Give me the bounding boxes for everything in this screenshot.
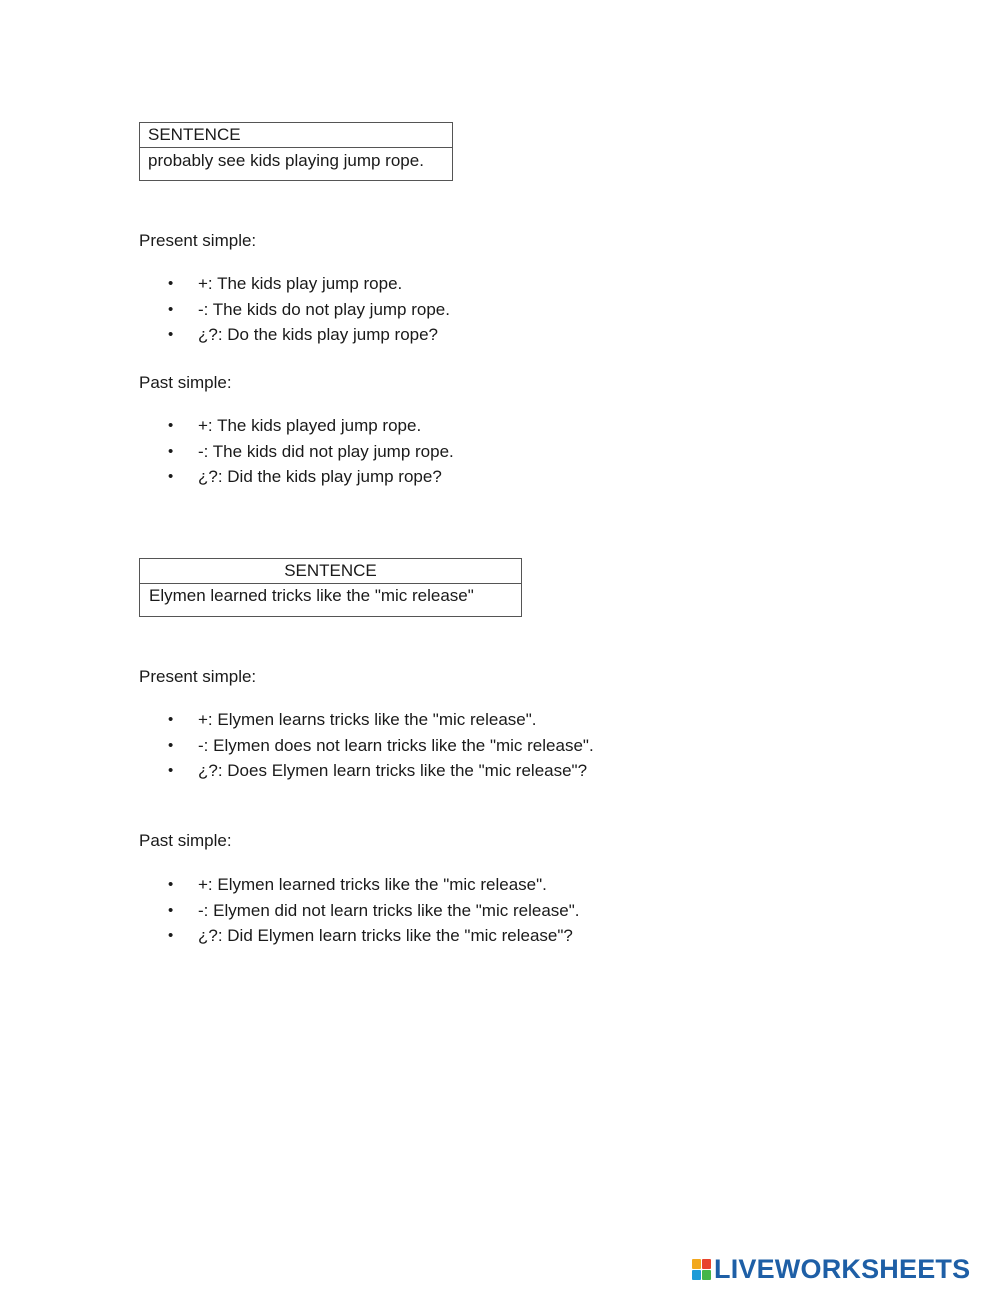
present-simple-list <box>139 271 450 348</box>
table-header: SENTENCE <box>148 125 241 144</box>
logo-wordmark: LIVEWORKSHEETS <box>714 1253 971 1284</box>
table-sentence: Elymen learned tricks like the "mic release" <box>140 583 521 608</box>
sentence-table-1 <box>139 122 453 181</box>
present-simple-heading: Present simple: <box>139 231 257 250</box>
list-item: • -: The kids do not play jump rope. <box>139 297 450 323</box>
list-item: • ¿?: Does Elymen learn tricks like the "mic release"? <box>139 758 594 784</box>
logo-mark-icon <box>692 1259 711 1280</box>
logo-square <box>692 1259 701 1269</box>
past-simple-list <box>139 413 454 490</box>
list-item: • +: Elymen learned tricks like the "mic release". <box>139 872 580 898</box>
logo-square <box>692 1270 701 1280</box>
list-item: • +: Elymen learns tricks like the "mic release". <box>139 707 594 733</box>
liveworksheets-logo <box>692 1254 970 1284</box>
past-simple-list <box>139 872 580 949</box>
list-item: • ¿?: Did Elymen learn tricks like the "mic release"? <box>139 923 580 949</box>
logo-square <box>702 1259 711 1269</box>
list-item: • ¿?: Did the kids play jump rope? <box>139 464 454 490</box>
list-item: • -: The kids did not play jump rope. <box>139 439 454 465</box>
present-simple-list <box>139 707 594 784</box>
past-simple-heading: Past simple: <box>139 373 232 392</box>
past-simple-heading: Past simple: <box>139 831 232 850</box>
list-item: • -: Elymen does not learn tricks like the "mic release". <box>139 733 594 759</box>
logo-square <box>702 1270 711 1280</box>
sentence-table-2 <box>139 558 522 617</box>
list-item: • +: The kids play jump rope. <box>139 271 450 297</box>
list-item: • -: Elymen did not learn tricks like the "mic release". <box>139 898 580 924</box>
table-header: SENTENCE <box>284 561 377 580</box>
list-item: • ¿?: Do the kids play jump rope? <box>139 322 450 348</box>
table-sentence: probably see kids playing jump rope. <box>140 147 452 173</box>
present-simple-heading: Present simple: <box>139 667 257 686</box>
list-item: • +: The kids played jump rope. <box>139 413 454 439</box>
